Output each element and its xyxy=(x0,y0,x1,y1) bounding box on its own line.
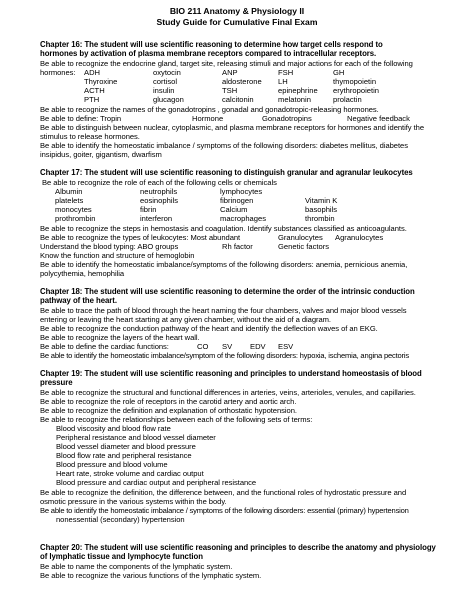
chemical-cell: basophils xyxy=(305,205,338,214)
ch16-define-term: Gonadotropins xyxy=(262,114,312,123)
ch18-layers-line: Be able to recognize the layers of the heart wall. xyxy=(40,333,200,342)
ch16-imbalance-line2: insipidus, goiter, gigantism, dwarfism xyxy=(40,150,162,159)
hormone-cell: ANP xyxy=(222,68,238,77)
hormone-cell: melatonin xyxy=(278,95,311,104)
ch19-hydrostatic-line2: osmotic pressure in the various systems within the body. xyxy=(40,497,227,506)
hormone-cell: ADH xyxy=(84,68,101,77)
ch17-imbalance-line2: polycythemia, hemophilia xyxy=(40,269,125,278)
ch17-intro: Be able to recognize the role of each of the following cells or chemicals xyxy=(42,178,277,187)
term-set-item: Blood pressure and blood volume xyxy=(56,460,168,469)
ch17-typing-term: Genetic factors xyxy=(278,242,330,251)
chemical-cell: fibrinogen xyxy=(220,196,254,205)
ch18-trace-line2: entering or leaving the heart starting at any given chamber, without the aid of a diagram. xyxy=(40,315,331,324)
hormone-cell: cortisol xyxy=(153,77,178,86)
ch19-imbalance-line1: Be able to identify the homeostatic imbalance / symptoms of the following disorders: essential (primary) hypertension xyxy=(40,506,409,515)
hormone-cell: aldosterone xyxy=(222,77,262,86)
hormone-cell: erythropoietin xyxy=(333,86,380,95)
chemical-cell: fibrin xyxy=(140,205,157,214)
ch19-line: Be able to recognize the definition and explanation of orthostatic hypotension. xyxy=(40,406,297,415)
hormone-cell: GH xyxy=(333,68,345,77)
ch19-title-line1: Chapter 19: The student will use scientific reasoning and principles to understand homeostasis of blood xyxy=(40,369,422,378)
ch19-line: Be able to recognize the relationships between each of the following sets of terms: xyxy=(40,415,313,424)
hormone-cell: PTH xyxy=(84,95,100,104)
ch18-cardiac-term: CO xyxy=(197,342,209,351)
ch17-leukocyte-term: Granulocytes xyxy=(278,233,323,242)
term-set-item: Blood viscosity and blood flow rate xyxy=(56,424,171,433)
chemical-cell: lymphocytes xyxy=(220,187,263,196)
ch16-distinguish-line2: stimulus to release hormones. xyxy=(40,132,140,141)
ch20-title-line2: of lymphatic tissue and lymphocyte function xyxy=(40,552,203,561)
chemical-cell: eosinophils xyxy=(140,196,178,205)
ch19-line: Be able to recognize the structural and functional differences in arteries, veins, arterioles, venules, and capillaries. xyxy=(40,388,416,397)
ch17-know-line: Know the function and structure of hemoglobin xyxy=(40,251,195,260)
ch19-imbalance-line2: nonessential (secondary) hypertension xyxy=(56,515,185,524)
term-set-item: Heart rate, stroke volume and cardiac output xyxy=(56,469,204,478)
document-subtitle: Study Guide for Cumulative Final Exam xyxy=(156,17,318,27)
ch20-line: Be able to name the components of the lymphatic system. xyxy=(40,562,233,571)
ch20-title-line1: Chapter 20: The student will use scientific reasoning and principles to describe the anatomy and physiology xyxy=(40,543,436,552)
ch16-define-term: Negative feedback xyxy=(347,114,410,123)
ch16-gonadotropins-line: Be able to recognize the names of the gonadotropins , gonadal and gonadotropic-releasing hormones. xyxy=(40,105,379,114)
ch16-intro-line: Be able to recognize the endocrine gland, target site, releasing stimuli and major actions for each of the following xyxy=(40,59,413,68)
ch18-cardiac-term: EDV xyxy=(250,342,266,351)
ch18-conduction-line: Be able to recognize the conduction pathway of the heart and identify the deflection waves of an EKG. xyxy=(40,324,378,333)
ch17-typing-label: Understand the blood typing: ABO groups xyxy=(40,242,179,251)
hormone-cell: thymopoietin xyxy=(333,77,377,86)
chemical-cell: Albumin xyxy=(55,187,83,196)
ch16-hormones-label: hormones: xyxy=(40,68,76,77)
chemical-cell: interferon xyxy=(140,214,173,223)
ch16-title-line1: Chapter 16: The student will use scientific reasoning to determine how target cells respond to xyxy=(40,40,383,49)
ch17-typing-term: Rh factor xyxy=(222,242,253,251)
ch16-imbalance-line1: Be able to identify the homeostatic imbalance / symptoms of the following disorders: diabetes mellitus, diabetes xyxy=(40,141,408,150)
ch18-cardiac-label: Be able to define the cardiac functions: xyxy=(40,342,169,351)
ch19-title-line2: pressure xyxy=(40,378,73,387)
hormone-cell: LH xyxy=(278,77,288,86)
chemical-cell: thrombin xyxy=(305,214,335,223)
hormone-cell: FSH xyxy=(278,68,294,77)
ch17-imbalance-line1: Be able to identify the homeostatic imbalance/symptoms of the following disorders: anemia, pernicious anemia, xyxy=(40,260,408,269)
ch19-line: Be able to recognize the role of receptors in the carotid artery and aortic arch. xyxy=(40,397,297,406)
ch17-title: Chapter 17: The student will use scientific reasoning to distinguish granular and agranular leukocytes xyxy=(40,168,413,177)
hormone-cell: oxytocin xyxy=(153,68,181,77)
ch16-define-term: Hormone xyxy=(192,114,224,123)
chemical-cell: macrophages xyxy=(220,214,267,223)
hormone-cell: glucagon xyxy=(153,95,184,104)
ch20-line: Be able to recognize the various functions of the lymphatic system. xyxy=(40,571,262,580)
ch18-title-line1: Chapter 18: The student will use scientific reasoning to determine the order of the intrinsic conduction xyxy=(40,287,415,296)
term-set-item: Blood flow rate and peripheral resistance xyxy=(56,451,192,460)
chemical-cell: prothrombin xyxy=(55,214,96,223)
ch18-cardiac-term: ESV xyxy=(278,342,294,351)
hormone-cell: insulin xyxy=(153,86,175,95)
chemical-cell: Calcium xyxy=(220,205,248,214)
ch16-distinguish-line1: Be able to distinguish between nuclear, cytoplasmic, and plasma membrane receptors for hormones and identify the xyxy=(40,123,425,132)
ch18-trace-line1: Be able to trace the path of blood through the heart naming the four chambers, valves and major blood vessels xyxy=(40,306,407,315)
chemical-cell: Vitamin K xyxy=(305,196,338,205)
ch18-imbalance-line: Be able to identify the homeostatic imbalance/symptom of the following disorders: hypoxia, ischemia, angina pectoris xyxy=(40,351,409,360)
ch17-leukocyte-term: Agranulocytes xyxy=(335,233,384,242)
chemical-cell: monocytes xyxy=(55,205,92,214)
hormone-cell: prolactin xyxy=(333,95,362,104)
hormone-cell: ACTH xyxy=(84,86,105,95)
ch16-title-line2: hormones by activation of plasma membrane receptors compared to intracellular receptors. xyxy=(40,49,377,58)
ch17-leukocytes-label: Be able to recognize the types of leukocytes: Most abundant xyxy=(40,233,241,242)
ch18-cardiac-term: SV xyxy=(222,342,233,351)
hormone-cell: Thyroxine xyxy=(84,77,118,86)
term-set-item: Blood pressure and cardiac output and peripheral resistance xyxy=(56,478,257,487)
document-title: BIO 211 Anatomy & Physiology II xyxy=(169,6,305,16)
chemical-cell: platelets xyxy=(55,196,84,205)
ch18-title-line2: pathway of the heart. xyxy=(40,296,117,305)
hormone-cell: TSH xyxy=(222,86,238,95)
hormone-cell: calcitonin xyxy=(222,95,254,104)
term-set-item: Blood vessel diameter and blood pressure xyxy=(56,442,196,451)
term-set-item: Peripheral resistance and blood vessel diameter xyxy=(56,433,216,442)
hormone-cell: epinephrine xyxy=(278,86,318,95)
ch17-steps-line: Be able to recognize the steps in hemostasis and coagulation. Identify substances classified as anticoagulants. xyxy=(40,224,407,233)
ch16-define-label: Be able to define: Tropin xyxy=(40,114,122,123)
ch19-hydrostatic-line1: Be able to recognize the definition, the difference between, and the functional roles of hydrostatic pressure and xyxy=(40,488,407,497)
chemical-cell: neutrophils xyxy=(140,187,178,196)
